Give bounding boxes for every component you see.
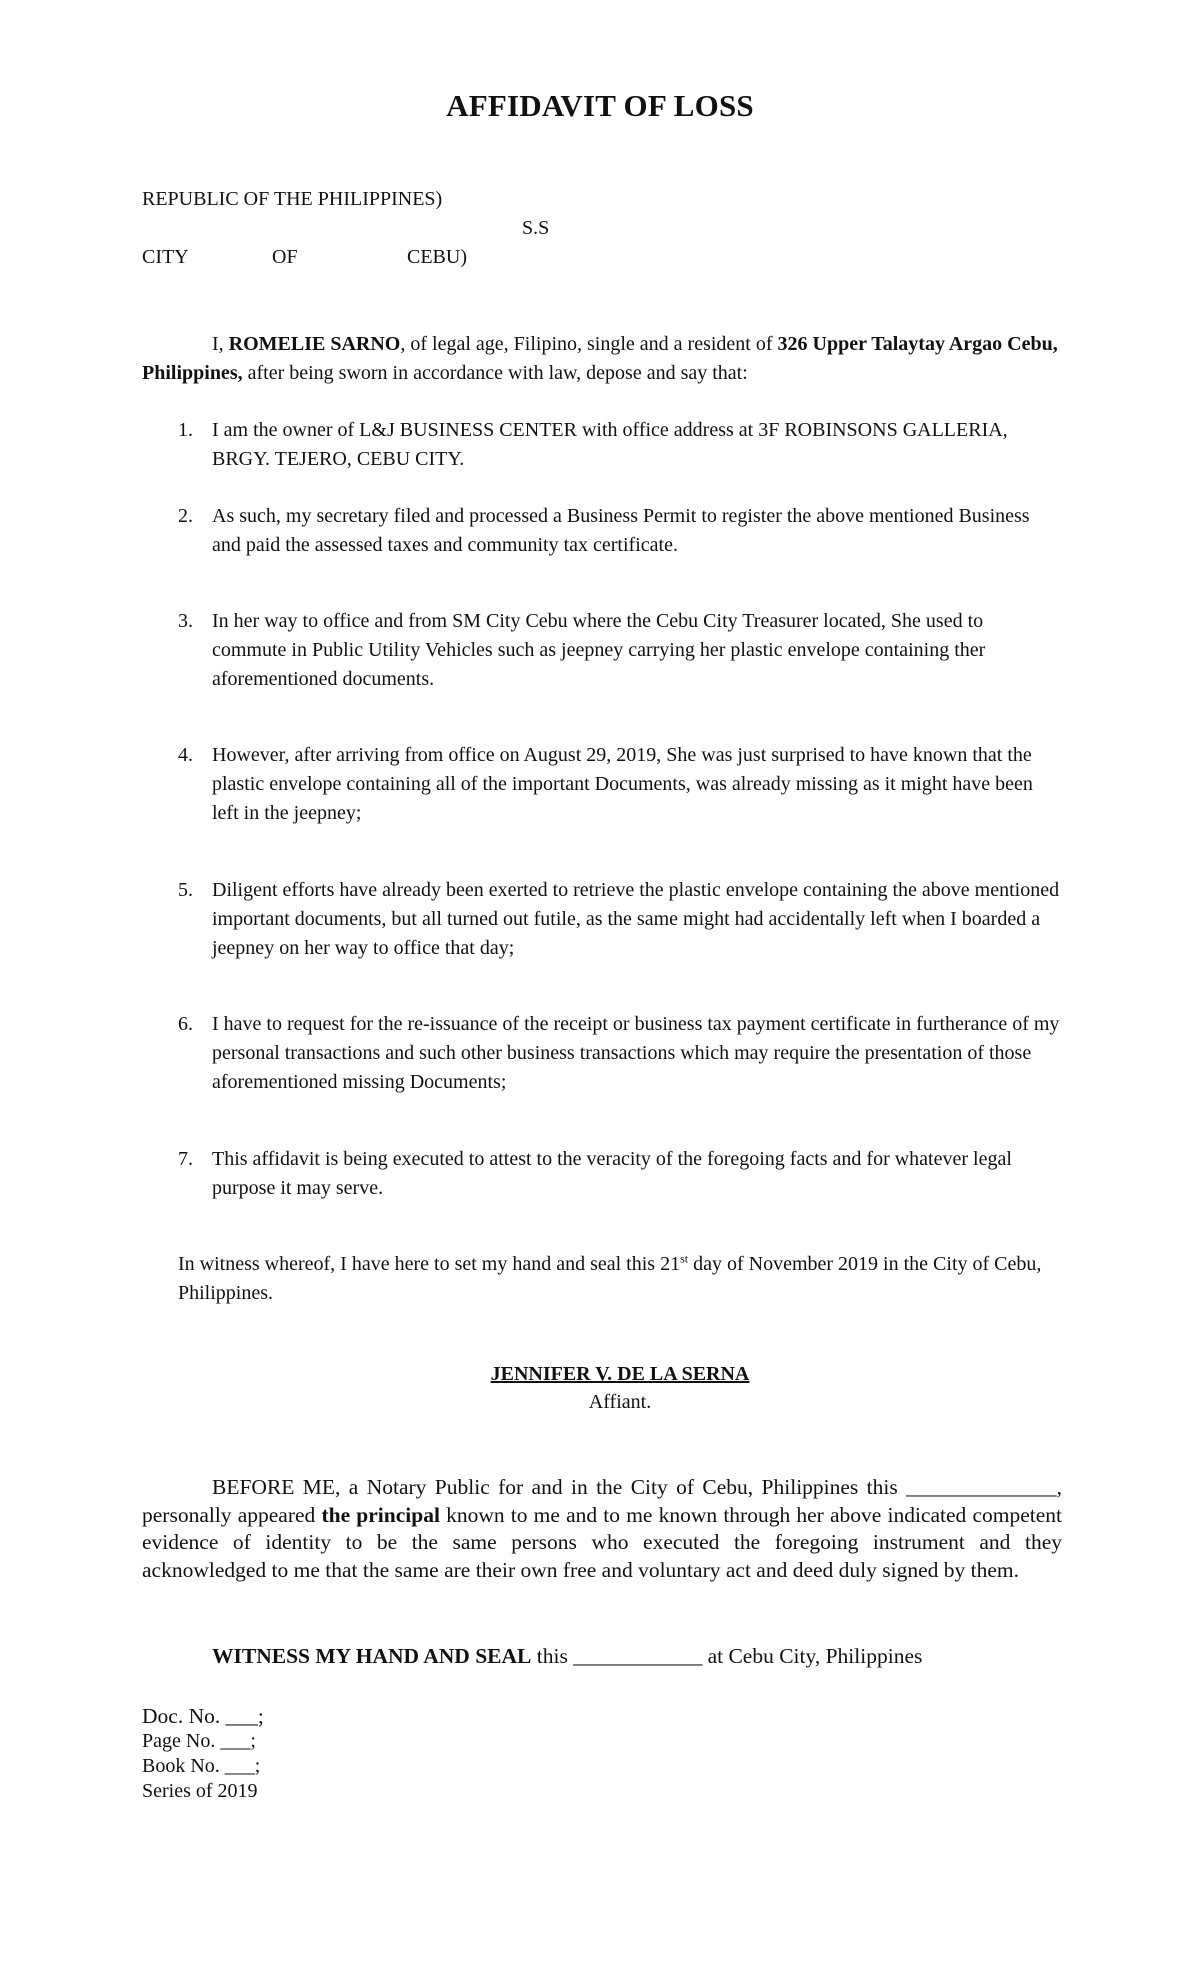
witness-post: day of November 2019 in the City of Cebu, Philippines. (178, 1253, 1042, 1304)
intro-mid: , of legal age, Filipino, single and a resident of (400, 333, 778, 355)
intro-post: after being sworn in accordance with law, depose and say that: (242, 362, 748, 384)
notary-principal: the principal (321, 1502, 440, 1527)
item-number: 2. (178, 505, 193, 527)
notary-post: known to me and to me known through her above indicated competent evidence of identity to be the same persons who executed the foregoing instrument and they acknowledged to me that the same are their own free and voluntary act and deed duly signed by them. (142, 1502, 1062, 1582)
signatory-role: Affiant. (588, 1391, 652, 1413)
doc-number: Doc. No. ___; (142, 1704, 264, 1728)
venue-ss: S.S (522, 217, 550, 239)
item-number: 7. (178, 1148, 193, 1170)
document-title: AFFIDAVIT OF LOSS (446, 88, 754, 123)
intro-paragraph (142, 330, 1062, 388)
venue-of-word: OF (272, 246, 298, 268)
venue-republic: REPUBLIC OF THE PHILIPPINES) (142, 188, 443, 210)
seal-line-bold: WITNESS MY HAND AND SEAL (212, 1644, 532, 1668)
seal-line-post: this ____________ at Cebu City, Philippines (531, 1644, 923, 1668)
venue-city-word: CITY (142, 246, 189, 268)
book-number: Book No. ___; (142, 1755, 261, 1777)
item-number: 4. (178, 744, 193, 766)
witness-pre: In witness whereof, I have here to set my hand and seal this 21 (178, 1253, 681, 1275)
intro-pre: I, (212, 333, 229, 355)
item-text: In her way to office and from SM City Cebu where the Cebu City Treasurer located, She used to commute in Public Utility Vehicles such as jeepney carrying her plastic envelope containing ther aforementioned documents. (212, 610, 986, 690)
seal-line (212, 1644, 922, 1669)
item-number: 3. (178, 610, 193, 632)
item-text: Diligent efforts have already been exerted to retrieve the plastic envelope containing the above mentioned important documents, but all turned out futile, as the same might had accidentally left when I boarded a jeepney on her way to office that day; (212, 879, 1060, 959)
item-number: 1. (178, 419, 193, 441)
page-number: Page No. ___; (142, 1730, 256, 1752)
item-text: However, after arriving from office on August 29, 2019, She was just surprised to have known that the plastic envelope containing all of the important Documents, was already missing as it might have been left in the jeepney; (212, 744, 1033, 824)
witness-ordinal-suffix: st (680, 1251, 689, 1266)
item-text: As such, my secretary filed and processed a Business Permit to register the above mentioned Business and paid the assessed taxes and community tax certificate. (212, 505, 1030, 556)
item-number: 6. (178, 1013, 193, 1035)
item-number: 5. (178, 879, 193, 901)
affiant-name: ROMELIE SARNO (228, 333, 401, 355)
affiant-address: 326 Upper Talaytay Argao Cebu, Philippines, (142, 333, 1058, 384)
venue-cebu-word: CEBU) (407, 246, 467, 268)
series-year: Series of 2019 (142, 1780, 258, 1802)
witness-clause (178, 1250, 1068, 1308)
item-text: This affidavit is being executed to attest to the veracity of the foregoing facts and for whatever legal purpose it may serve. (212, 1148, 1012, 1199)
signatory-name: JENNIFER V. DE LA SERNA (490, 1363, 750, 1385)
notary-pre: BEFORE ME, a Notary Public for and in the City of Cebu, Philippines this ______________, personally appeared (142, 1475, 1062, 1527)
notary-paragraph (142, 1474, 1062, 1584)
notarial-register (142, 1704, 264, 1804)
item-text: I have to request for the re-issuance of the receipt or business tax payment certificate in furtherance of my personal transactions and such other business transactions which may require the presentation of those aforementioned missing Documents; (212, 1013, 1060, 1093)
item-text: I am the owner of L&J BUSINESS CENTER with office address at 3F ROBINSONS GALLERIA, BRGY. TEJERO, CEBU CITY. (212, 419, 1008, 470)
